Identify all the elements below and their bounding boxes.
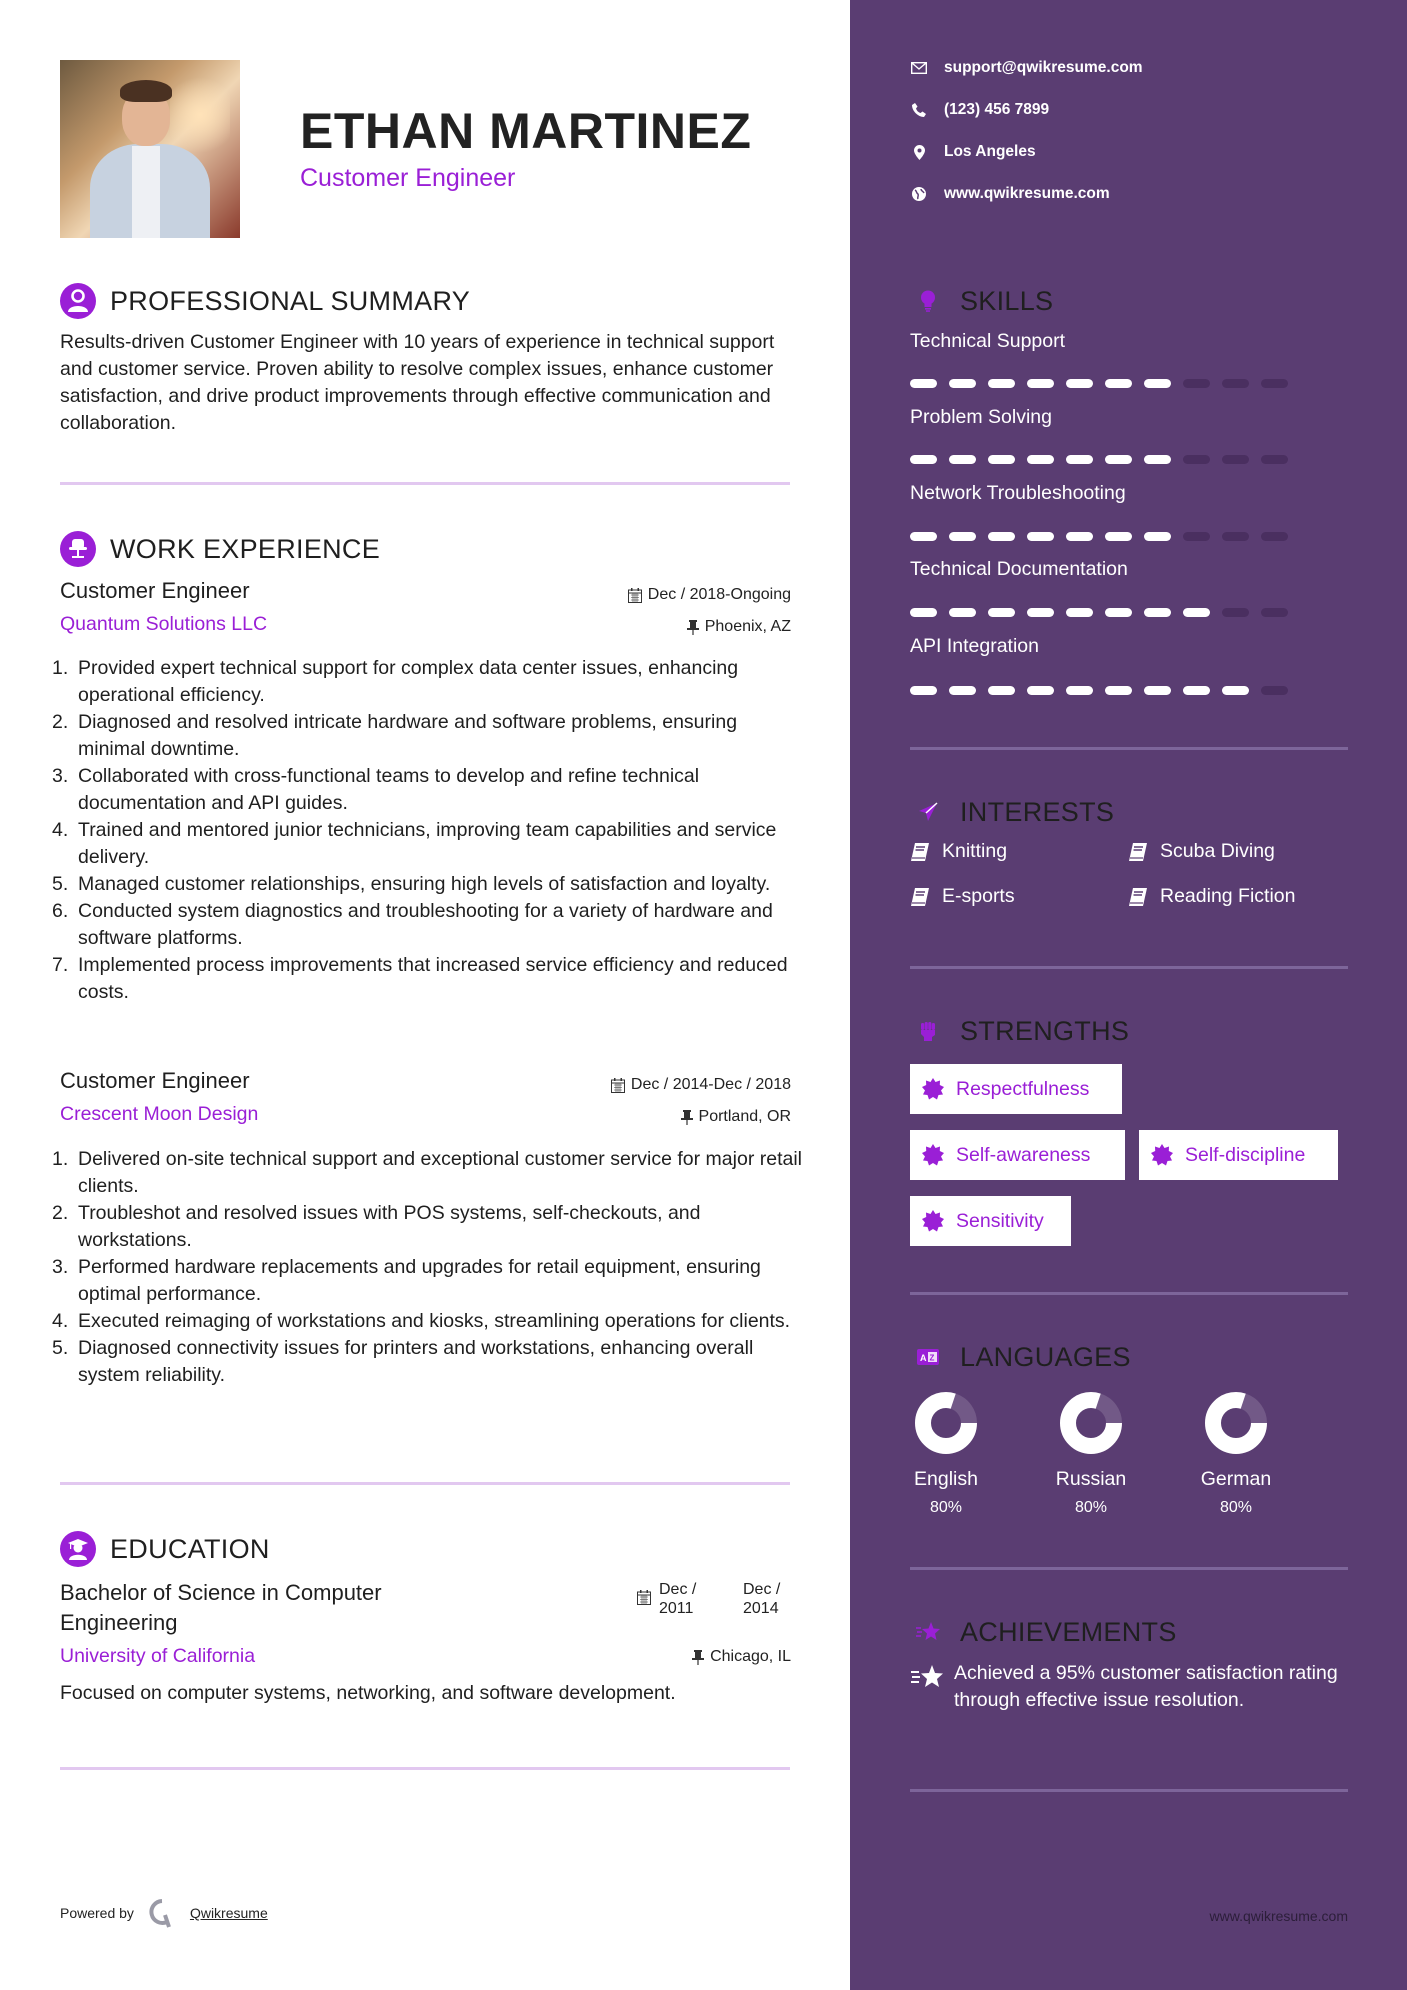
- list-item: 6. Conducted system diagnostics and troubleshooting for a variety of hardware and software platforms.: [52, 900, 773, 949]
- fist-icon: [910, 1013, 946, 1049]
- badge-burst-icon: [922, 1078, 944, 1100]
- skill-rating: [910, 379, 1288, 388]
- candidate-title: Customer Engineer: [300, 164, 516, 192]
- candidate-name: ETHAN MARTINEZ: [300, 103, 752, 159]
- skill-rating: [910, 532, 1288, 541]
- education-dates: Dec / 2011 Dec / 2014: [637, 1580, 791, 1618]
- interest-item: Knitting: [910, 840, 1007, 863]
- job-dates: Dec / 2014-Dec / 2018: [611, 1076, 791, 1094]
- paper-plane-icon: [910, 794, 946, 830]
- section-divider: [60, 482, 790, 485]
- skills-heading: SKILLS: [910, 283, 1053, 319]
- graduate-icon: [60, 1531, 96, 1567]
- language-donut-icon: [1204, 1391, 1268, 1455]
- contact-phone[interactable]: (123) 456 7899: [910, 101, 1049, 119]
- degree-title: Bachelor of Science in Computer Engineering: [60, 1580, 382, 1635]
- strength-chip: Self-awareness: [910, 1130, 1125, 1180]
- section-divider: [60, 1767, 790, 1770]
- skill-name: Technical Support: [910, 330, 1066, 352]
- map-pin-icon: [914, 145, 925, 160]
- office-chair-icon: [60, 531, 96, 567]
- skill-rating: [910, 686, 1288, 695]
- interest-item: Reading Fiction: [1128, 885, 1296, 908]
- list-item: 1. Provided expert technical support for complex data center issues, enhancing operational efficiency.: [52, 657, 739, 706]
- interests-heading: INTERESTS: [910, 794, 1114, 830]
- globe-icon: [912, 187, 926, 201]
- list-item: 5. Diagnosed connectivity issues for printers and workstations, enhancing overall system reliability.: [52, 1337, 754, 1386]
- education-description: Focused on computer systems, networking, and software development.: [60, 1682, 676, 1704]
- job-location: Phoenix, AZ: [687, 618, 791, 636]
- interest-item: Scuba Diving: [1128, 840, 1275, 863]
- strength-chip: Sensitivity: [910, 1196, 1071, 1246]
- qwikresume-logo-icon: [148, 1898, 176, 1928]
- translate-icon: [910, 1339, 946, 1375]
- qwikresume-link[interactable]: Qwikresume: [189, 1905, 268, 1921]
- skill-name: API Integration: [910, 635, 1039, 657]
- achievements-heading: ACHIEVEMENTS: [910, 1614, 1177, 1650]
- strength-chip: Respectfulness: [910, 1064, 1122, 1114]
- list-item: 1. Delivered on-site technical support and exceptional customer service for major retail clients.: [52, 1148, 803, 1197]
- shooting-star-icon: [910, 1614, 946, 1650]
- language-item: German 80%: [1176, 1391, 1296, 1517]
- list-item: 3. Collaborated with cross-functional teams to develop and refine technical documentation and API guides.: [52, 765, 700, 814]
- job-dates: Dec / 2018-Ongoing: [628, 586, 791, 604]
- languages-heading: A Z LANGUAGES: [910, 1339, 1131, 1375]
- svg-text:Z: Z: [929, 1353, 935, 1363]
- language-donut-icon: [914, 1391, 978, 1455]
- profile-photo: [60, 60, 240, 238]
- language-item: Russian 80%: [1031, 1391, 1151, 1517]
- pushpin-icon: [687, 620, 699, 635]
- book-icon: [910, 887, 930, 907]
- section-divider: [60, 1482, 790, 1485]
- summary-heading: PROFESSIONAL SUMMARY: [60, 283, 470, 319]
- badge-burst-icon: [922, 1144, 944, 1166]
- svg-text:A: A: [920, 1353, 927, 1363]
- skill-name: Network Troubleshooting: [910, 482, 1126, 504]
- summary-text: Results-driven Customer Engineer with 10 years of experience in technical support and customer service. Proven ability to resolve complex issues, enhance customer satisfaction, and drive product improvements through effective communication and collaboration.: [60, 331, 775, 434]
- badge-burst-icon: [1151, 1144, 1173, 1166]
- contact-email[interactable]: support@qwikresume.com: [910, 59, 1143, 77]
- education-heading: EDUCATION: [60, 1531, 270, 1567]
- skill-rating: [910, 608, 1288, 617]
- book-icon: [1128, 887, 1148, 907]
- job-bullets: [52, 1146, 802, 1389]
- list-item: 2. Diagnosed and resolved intricate hardware and software problems, ensuring minimal downtime.: [52, 711, 738, 760]
- calendar-icon: [611, 1078, 625, 1093]
- calendar-icon: [628, 588, 642, 603]
- contact-location: Los Angeles: [910, 143, 1036, 161]
- section-divider: [910, 966, 1348, 969]
- job-company: Quantum Solutions LLC: [60, 613, 268, 635]
- school-name: University of California: [60, 1645, 256, 1667]
- book-icon: [1128, 842, 1148, 862]
- calendar-icon: [637, 1590, 651, 1605]
- envelope-icon: [911, 62, 927, 74]
- list-item: 4. Executed reimaging of workstations and kiosks, streamlining operations for clients.: [52, 1310, 791, 1332]
- skill-name: Technical Documentation: [910, 558, 1128, 580]
- user-icon: [60, 283, 96, 319]
- strengths-heading: STRENGTHS: [910, 1013, 1129, 1049]
- badge-burst-icon: [922, 1210, 944, 1232]
- footer-website: www.qwikresume.com: [1209, 1908, 1348, 1924]
- list-item: 7. Implemented process improvements that increased service efficiency and reduced costs.: [52, 954, 788, 1003]
- pushpin-icon: [692, 1650, 704, 1665]
- lightbulb-icon: [910, 283, 946, 319]
- phone-icon: [912, 103, 926, 117]
- shooting-star-icon: [910, 1663, 944, 1689]
- list-item: 3. Performed hardware replacements and upgrades for retail equipment, ensuring optimal performance.: [52, 1256, 761, 1305]
- book-icon: [910, 842, 930, 862]
- skill-rating: [910, 455, 1288, 464]
- pushpin-icon: [681, 1110, 693, 1125]
- job-bullets: [52, 655, 802, 1006]
- list-item: 2. Troubleshot and resolved issues with POS systems, self-checkouts, and workstations.: [52, 1202, 701, 1251]
- job-location: Portland, OR: [681, 1108, 791, 1126]
- experience-heading: WORK EXPERIENCE: [60, 531, 380, 567]
- language-donut-icon: [1059, 1391, 1123, 1455]
- education-location: Chicago, IL: [692, 1648, 791, 1666]
- job-company: Crescent Moon Design: [60, 1103, 259, 1125]
- contact-website[interactable]: www.qwikresume.com: [910, 185, 1110, 203]
- powered-by: Powered by Qwikresume: [60, 1898, 268, 1928]
- language-item: English 80%: [886, 1391, 1006, 1517]
- section-divider: [910, 1292, 1348, 1295]
- list-item: 4. Trained and mentored junior technicians, improving team capabilities and service delivery.: [52, 819, 777, 868]
- achievement-item: Achieved a 95% customer satisfaction rating through effective issue resolution.: [910, 1660, 1350, 1714]
- section-divider: [910, 1567, 1348, 1570]
- job-title: Customer Engineer: [60, 1068, 250, 1093]
- strength-chip: Self-discipline: [1139, 1130, 1338, 1180]
- interest-item: E-sports: [910, 885, 1015, 908]
- skill-name: Problem Solving: [910, 406, 1052, 428]
- job-title: Customer Engineer: [60, 578, 250, 603]
- section-divider: [910, 747, 1348, 750]
- list-item: 5. Managed customer relationships, ensuring high levels of satisfaction and loyalty.: [52, 873, 771, 895]
- section-divider: [910, 1789, 1348, 1792]
